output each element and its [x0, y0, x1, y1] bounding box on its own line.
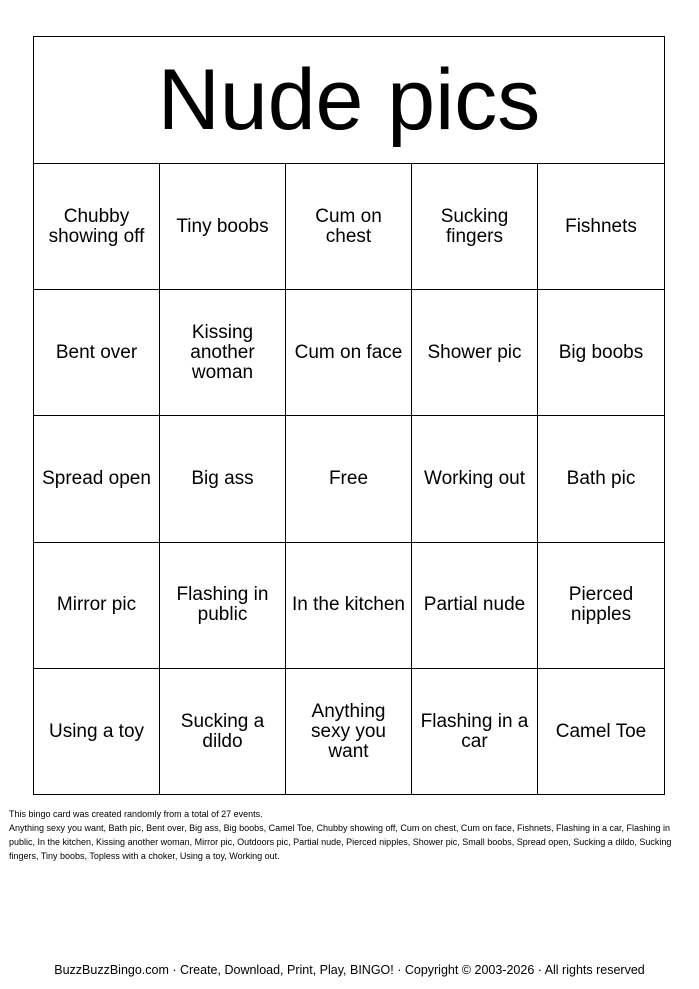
bingo-cell: Chubby showing off: [34, 164, 160, 290]
bingo-cell: Spread open: [34, 416, 160, 542]
bingo-cell: Cum on face: [286, 290, 412, 416]
free-cell: Free: [286, 416, 412, 542]
bingo-cell: Working out: [412, 416, 538, 542]
card-info: [9, 807, 693, 863]
bingo-cell: Cum on chest: [286, 164, 412, 290]
bingo-cell: Big ass: [160, 416, 286, 542]
bingo-cell: Anything sexy you want: [286, 669, 412, 795]
bingo-cell: Kissing another woman: [160, 290, 286, 416]
bingo-cell: Bath pic: [538, 416, 664, 542]
bingo-cell: Pierced nipples: [538, 543, 664, 669]
bingo-cell: Mirror pic: [34, 543, 160, 669]
bingo-cell: Flashing in public: [160, 543, 286, 669]
bingo-cell: Tiny boobs: [160, 164, 286, 290]
bingo-cell: Using a toy: [34, 669, 160, 795]
event-count-text: This bingo card was created randomly from a total of 27 events.: [9, 809, 263, 819]
bingo-card: [33, 36, 665, 795]
bingo-cell: Sucking a dildo: [160, 669, 286, 795]
bingo-cell: Fishnets: [538, 164, 664, 290]
card-title: Nude pics: [34, 37, 664, 164]
bingo-cell: Sucking fingers: [412, 164, 538, 290]
bingo-cell: In the kitchen: [286, 543, 412, 669]
event-list-text: Anything sexy you want, Bath pic, Bent over, Big ass, Big boobs, Camel Toe, Chubby showing off, Cum on chest, Cum on face, Fishnets, Flashing in a car, Flashing in public, In the kitchen, Kissing another woman, Mirror pic, Outdoors pic, Partial nude, Pierced nipples, Shower pic, Small boobs, Spread open, Sucking a dildo, Sucking fingers, Tiny boobs, Topless with a choker, Using a toy, Working out.: [9, 823, 672, 861]
bingo-cell: Shower pic: [412, 290, 538, 416]
bingo-grid: [34, 164, 664, 795]
bingo-cell: Big boobs: [538, 290, 664, 416]
footer-copyright: BuzzBuzzBingo.com · Create, Download, Print, Play, BINGO! · Copyright © 2003-2026 · All rights reserved: [54, 963, 645, 977]
bingo-cell: Flashing in a car: [412, 669, 538, 795]
bingo-cell: Partial nude: [412, 543, 538, 669]
bingo-cell: Bent over: [34, 290, 160, 416]
bingo-cell: Camel Toe: [555, 720, 647, 742]
